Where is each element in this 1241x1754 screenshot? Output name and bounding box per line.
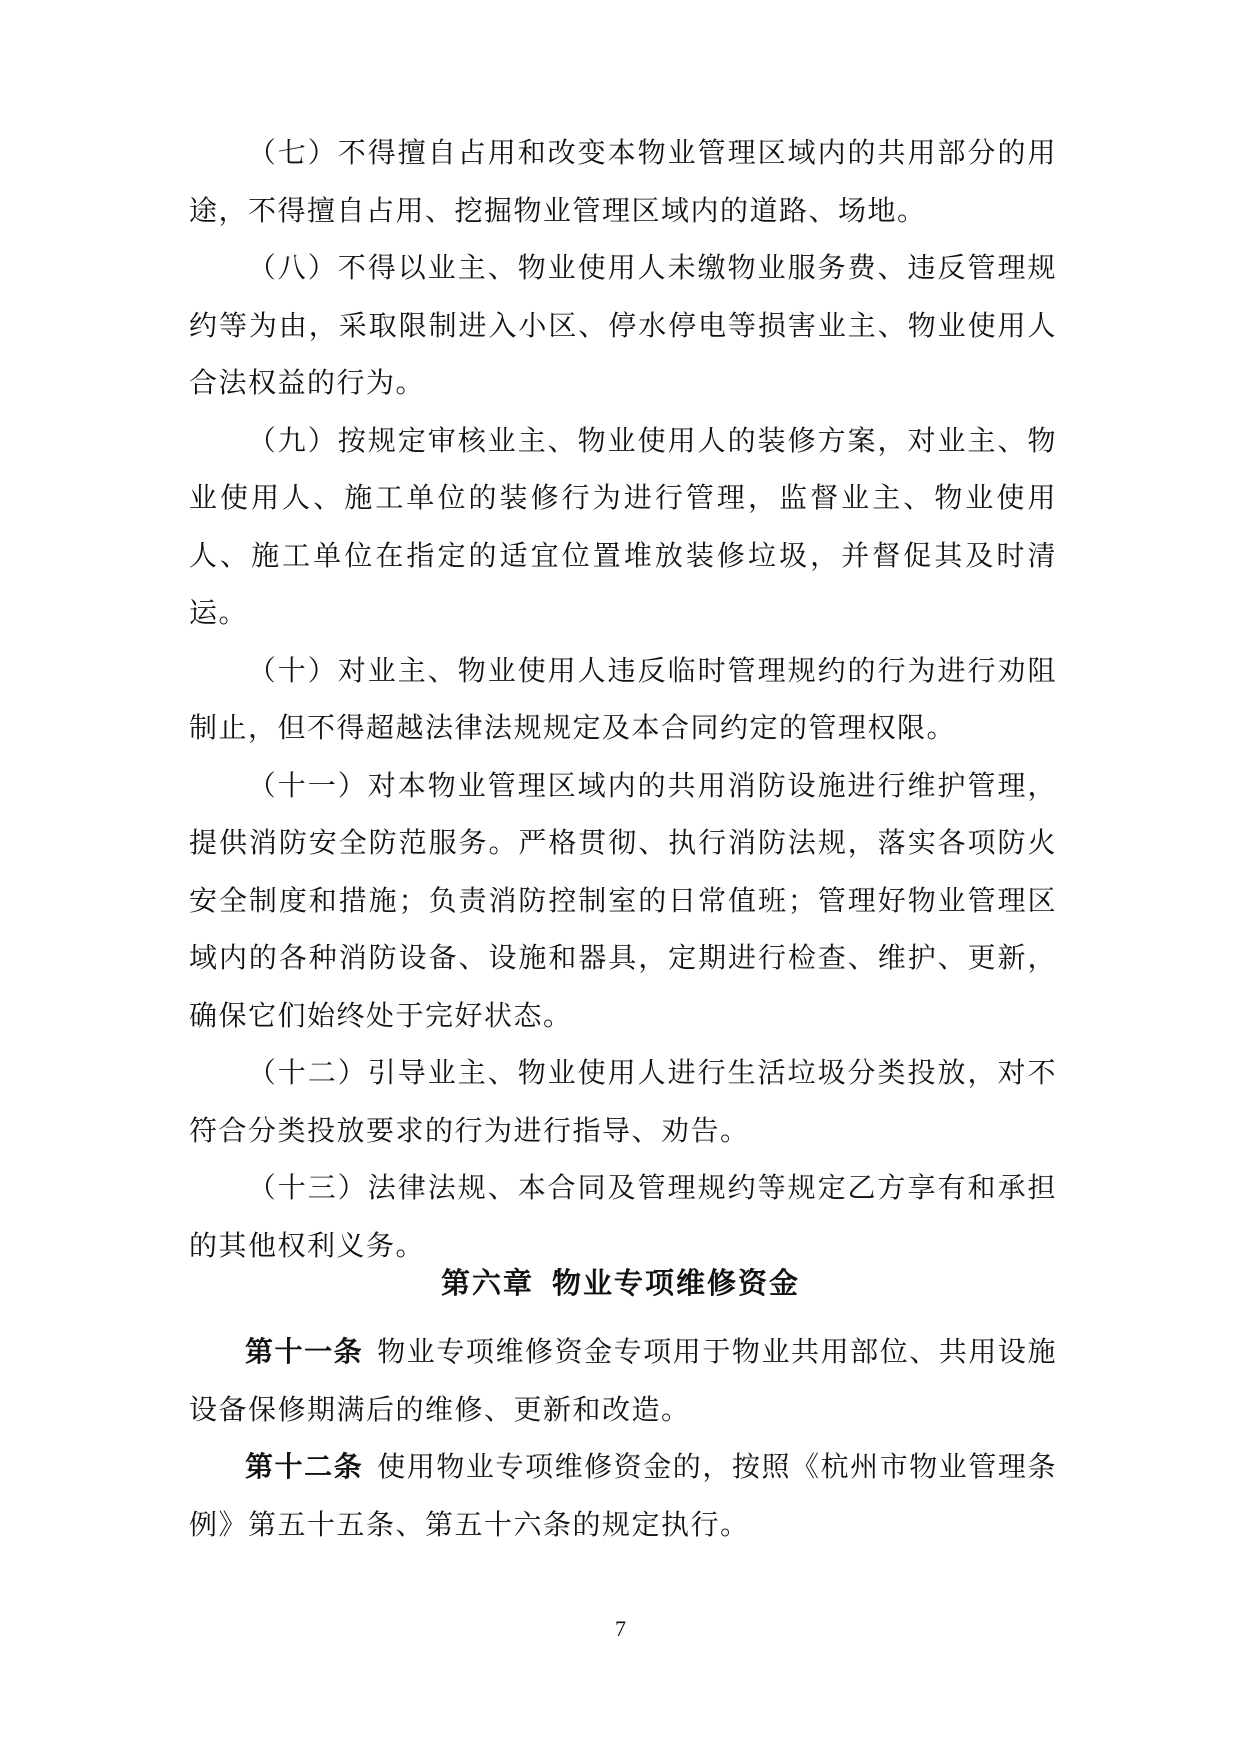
chapter-title: 物业专项维修资金 xyxy=(552,1266,801,1300)
article xyxy=(189,1323,1057,1438)
article-text: 物业专项维修资金专项用于物业共用部位、共用设施设备保修期满后的维修、更新和改造。 xyxy=(189,1335,1057,1426)
list-item: （八）不得以业主、物业使用人未缴物业服务费、违反管理规约等为由，采取限制进入小区、停水停电等损害业主、物业使用人合法权益的行为。 xyxy=(189,251,1057,399)
articles-section xyxy=(189,1323,1057,1553)
list-item: （十二）引导业主、物业使用人进行生活垃圾分类投放，对不符合分类投放要求的行为进行指导、劝告。 xyxy=(189,1056,1057,1147)
list-item: （七）不得擅自占用和改变本物业管理区域内的共用部分的用途，不得擅自占用、挖掘物业管理区域内的道路、场地。 xyxy=(189,136,1057,227)
list-item: （九）按规定审核业主、物业使用人的装修方案，对业主、物业使用人、施工单位的装修行为进行管理，监督业主、物业使用人、施工单位在指定的适宜位置堆放装修垃圾，并督促其及时清运。 xyxy=(189,423,1057,629)
list-item: （十一）对本物业管理区域内的共用消防设施进行维护管理，提供消防安全防范服务。严格贯彻、执行消防法规，落实各项防火安全制度和措施；负责消防控制室的日常值班；管理好物业管理区域内的各种消防设备、设施和器具，定期进行检查、维护、更新，确保它们始终处于完好状态。 xyxy=(189,768,1057,1032)
chapter-number: 第六章 xyxy=(440,1266,534,1300)
article-text: 使用物业专项维修资金的，按照《杭州市物业管理条例》第五十五条、第五十六条的规定执行。 xyxy=(189,1450,1057,1541)
article-number: 第十一条 xyxy=(245,1335,364,1368)
page-number: 7 xyxy=(615,1616,626,1641)
list-item: （十）对业主、物业使用人违反临时管理规约的行为进行劝阻制止，但不得超越法律法规规定及本合同约定的管理权限。 xyxy=(189,653,1057,744)
article xyxy=(189,1438,1057,1553)
obligations-list xyxy=(189,124,1057,1274)
chapter-heading xyxy=(0,1263,1241,1303)
list-item: （十三）法律法规、本合同及管理规约等规定乙方享有和承担的其他权利义务。 xyxy=(189,1171,1057,1262)
article-number: 第十二条 xyxy=(245,1450,364,1483)
